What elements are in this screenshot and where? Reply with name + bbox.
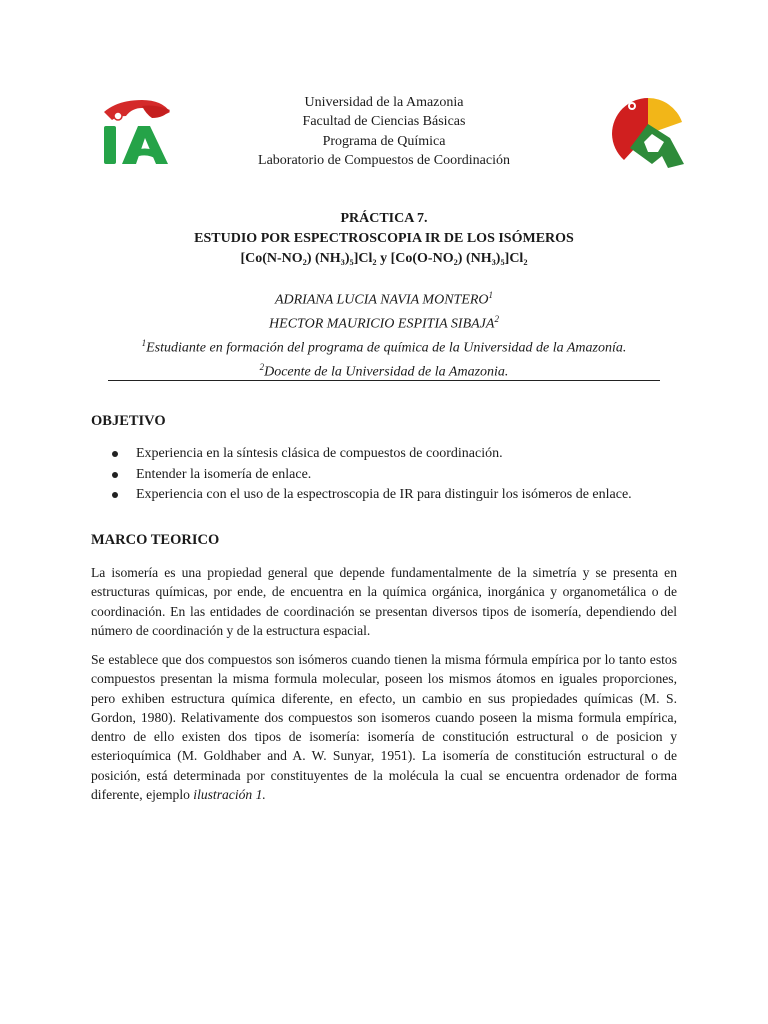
author-1-mark: 1 <box>488 290 494 300</box>
header-program: Programa de Química <box>322 133 446 149</box>
objetivo-item-text: Experiencia en la síntesis clásica de compuestos de coordinación. <box>136 446 503 461</box>
practice-number: PRÁCTICA 7. <box>340 211 428 226</box>
figure-reference: ilustración 1. <box>193 787 266 803</box>
practice-formula: [Co(N-NO₂) (NH₃)₅]Cl₂ y [Co(O-NO₂) (NH₃)₅]Cl₂ <box>240 250 528 266</box>
institution-header <box>200 93 568 170</box>
affiliation-line-1 <box>90 334 678 358</box>
list-item <box>110 465 710 486</box>
author-1: ADRIANA LUCIA NAVIA MONTERO <box>274 292 489 308</box>
practice-title <box>120 209 648 268</box>
practice-subtitle: ESTUDIO POR ESPECTROSCOPIA IR DE LOS ISÓMEROS <box>194 230 574 246</box>
objetivo-list <box>110 444 710 506</box>
list-item <box>110 444 710 465</box>
marco-paragraph-1: La isomería es una propiedad general que depende fundamentalmente de la simetría y se presenta en estructuras químicas, por ende, de encuentra en la química orgánica, inorgánica y organometálica o de coordinación. En las entidades de coordinación se presentan diversos tipos de isomería, dependiendo del número de coordinación y de la estructura espacial. <box>91 565 677 638</box>
author-line-2 <box>90 310 678 334</box>
affiliation-2: Docente de la Universidad de la Amazonia. <box>264 364 509 380</box>
affiliation-2-mark: 2 <box>259 362 265 373</box>
objetivo-heading: OBJETIVO <box>91 413 166 429</box>
author-line-1 <box>90 286 678 310</box>
affiliation-1: Estudiante en formación del programa de química de la Universidad de la Amazonía. <box>146 340 627 356</box>
affiliation-1-mark: 1 <box>141 338 147 349</box>
bullet-icon <box>112 451 118 457</box>
authors-block <box>90 286 678 382</box>
header-faculty: Facultad de Ciencias Básicas <box>302 114 466 130</box>
header-divider <box>108 380 660 381</box>
header-university: Universidad de la Amazonia <box>304 95 464 110</box>
author-2-mark: 2 <box>494 314 499 325</box>
chemistry-program-logo-icon <box>608 94 688 172</box>
list-item <box>110 485 710 506</box>
marco-paragraph-2 <box>91 650 677 804</box>
bullet-icon <box>112 472 118 478</box>
objetivo-item-text: Experiencia con el uso de la espectroscopia de IR para distinguir los isómeros de enlace. <box>136 487 632 502</box>
affiliation-line-2 <box>90 358 678 382</box>
author-2: HECTOR MAURICIO ESPITIA SIBAJA <box>269 316 495 332</box>
university-logo-icon <box>98 96 176 170</box>
header-laboratory: Laboratorio de Compuestos de Coordinación <box>258 152 510 168</box>
objetivo-item-text: Entender la isomería de enlace. <box>136 466 312 482</box>
bullet-icon <box>112 492 118 498</box>
marco-teorico-heading: MARCO TEORICO <box>91 532 220 548</box>
marco-paragraph-2-text: Se establece que dos compuestos son isómeros cuando tienen la misma fórmula empírica por lo tanto estos compuestos presentan la misma formula molecular, poseen los mismos átomos en iguales proporciones, pero exhiben estructura química diferente, en efecto, un cambio en sus propiedades químicas (M. S. Gordon, 1980). Relativamente dos compuestos son isomeros cuando poseen la misma formula empírica, dentro de ello existen dos tipos de isomería: isomería de constitución estructural o de posicion y esterioquímica (M. Goldhaber and A. W. Sunyar, 1951). La isomería de constitución estructural o de posición, está determinada por constituyentes de la molécula la cual se encuentra ordenador de forma diferente, ejemplo <box>91 652 677 803</box>
